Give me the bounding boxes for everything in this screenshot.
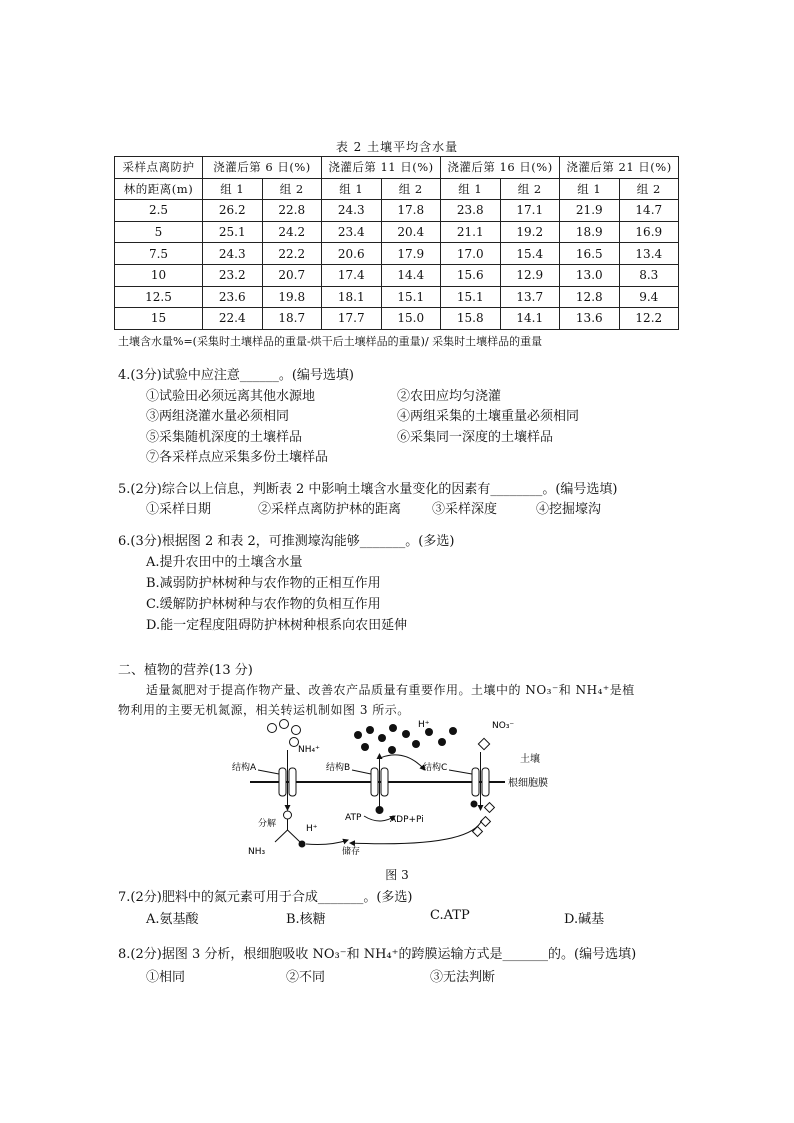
table-row xyxy=(115,286,679,308)
moisture-cell: 15.4 xyxy=(500,243,560,265)
moisture-cell: 19.2 xyxy=(500,221,560,243)
moisture-cell: 18.1 xyxy=(322,286,382,308)
distance-cell: 10 xyxy=(115,264,203,286)
section-paragraph-line2: 物利用的主要无机氮源，相关转运机制如图 3 所示。 xyxy=(118,703,410,717)
structure-c-protein xyxy=(482,768,489,796)
moisture-cell: 22.4 xyxy=(203,308,263,330)
header-group: 组 1 xyxy=(322,178,382,200)
moisture-cell: 18.7 xyxy=(262,308,322,330)
q6-option: D.能一定程度阻碍防护林树种根系向农田延伸 xyxy=(146,618,408,633)
q6-option: A.提升农田中的土壤含水量 xyxy=(146,555,303,570)
q7-option: D.碱基 xyxy=(564,912,605,927)
q4-stem: 4.(3分)试验中应注意______。(编号选填) xyxy=(118,368,354,383)
moisture-cell: 8.3 xyxy=(619,264,679,286)
moisture-cell: 22.8 xyxy=(262,200,322,222)
q6-stem: 6.(3分)根据图 2 和表 2，可推测壕沟能够_______。(多选) xyxy=(118,534,455,549)
label-struct-a: 结构A xyxy=(232,763,257,773)
q5-stem: 5.(2分)综合以上信息，判断表 2 中影响土壤含水量变化的因素有________。(编号选填) xyxy=(118,482,618,497)
moisture-cell: 14.7 xyxy=(619,200,679,222)
structure-c-protein xyxy=(472,768,479,796)
moisture-cell: 22.2 xyxy=(262,243,322,265)
h-ion xyxy=(378,734,386,742)
moisture-cell: 23.4 xyxy=(322,221,382,243)
h-ion xyxy=(412,740,420,748)
h-ion xyxy=(354,731,362,739)
header-period: 浇灌后第 11 日(%) xyxy=(322,157,441,179)
moisture-cell: 17.1 xyxy=(500,200,560,222)
nh4-molecule xyxy=(268,724,277,733)
h-ion-inside xyxy=(376,806,384,814)
table-row xyxy=(115,264,679,286)
moisture-cell: 19.8 xyxy=(262,286,322,308)
moisture-cell: 15.1 xyxy=(441,286,501,308)
moisture-cell: 17.9 xyxy=(381,243,441,265)
moisture-cell: 24.3 xyxy=(203,243,263,265)
header-distance-line2: 林的距离(m) xyxy=(115,178,203,200)
table-row xyxy=(115,243,679,265)
moisture-cell: 9.4 xyxy=(619,286,679,308)
label-decompose: 分解 xyxy=(258,819,277,829)
label-struct-b: 结构B xyxy=(326,763,351,773)
label-atp: ATP xyxy=(345,813,362,823)
distance-cell: 5 xyxy=(115,221,203,243)
h-ion xyxy=(366,726,374,734)
q6-option: C.缓解防护林树种与农作物的负相互作用 xyxy=(146,597,381,612)
label-no3: NO₃⁻ xyxy=(492,721,515,731)
h-ion xyxy=(388,746,396,754)
q4-option: ③两组浇灌水量必须相同 xyxy=(146,409,290,424)
header-group: 组 2 xyxy=(381,178,441,200)
nh4-molecule xyxy=(292,726,301,735)
moisture-cell: 17.7 xyxy=(322,308,382,330)
moisture-cell: 26.2 xyxy=(203,200,263,222)
h-ion xyxy=(361,743,369,751)
q4-option: ⑤采集随机深度的土壤样品 xyxy=(146,430,303,445)
nh4-inside xyxy=(284,811,292,819)
moisture-cell: 18.9 xyxy=(560,221,620,243)
label-adp: ADP+Pi xyxy=(390,815,424,825)
moisture-cell: 12.9 xyxy=(500,264,560,286)
distance-cell: 15 xyxy=(115,308,203,330)
moisture-cell: 24.3 xyxy=(322,200,382,222)
header-period: 浇灌后第 21 日(%) xyxy=(560,157,679,179)
label-membrane: 根细胞膜 xyxy=(508,778,548,789)
header-period: 浇灌后第 6 日(%) xyxy=(203,157,322,179)
section-title: 二、植物的营养(13 分) xyxy=(118,663,253,678)
table-header-row xyxy=(115,157,679,179)
structure-a-protein xyxy=(289,768,296,796)
table-group-row xyxy=(115,178,679,200)
q7-option: C.ATP xyxy=(430,908,470,923)
nh4-molecule xyxy=(280,720,289,729)
q6-option: B.减弱防护林树种与农作物的正相互作用 xyxy=(146,576,381,591)
label-struct-c: 结构C xyxy=(423,763,448,773)
moisture-cell: 13.7 xyxy=(500,286,560,308)
moisture-cell: 17.0 xyxy=(441,243,501,265)
moisture-cell: 12.2 xyxy=(619,308,679,330)
table2-caption: 表 2 土壤平均含水量 xyxy=(335,140,459,154)
section-paragraph-line1: 适量氮肥对于提高作物产量、改善农产品质量有重要作用。土壤中的 NO₃⁻和 NH₄⁺是植 xyxy=(146,683,635,697)
figure3-caption: 图 3 xyxy=(385,868,409,882)
moisture-cell: 16.9 xyxy=(619,221,679,243)
moisture-cell: 13.4 xyxy=(619,243,679,265)
q4-option: ⑥采集同一深度的土壤样品 xyxy=(397,430,554,445)
label-h-bottom: H⁺ xyxy=(306,824,318,834)
header-period: 浇灌后第 16 日(%) xyxy=(441,157,560,179)
moisture-cell: 23.6 xyxy=(203,286,263,308)
h-ion-inside xyxy=(299,841,306,848)
label-nh3: NH₃ xyxy=(248,847,266,857)
distance-cell: 12.5 xyxy=(115,286,203,308)
header-group: 组 1 xyxy=(203,178,263,200)
no3-inside xyxy=(485,803,495,813)
table2-note: 土壤含水量%=(采集时土壤样品的重量-烘干后土壤样品的重量)/ 采集时土壤样品的重量 xyxy=(118,335,543,348)
moisture-cell: 17.8 xyxy=(381,200,441,222)
no3-molecule xyxy=(478,738,489,749)
moisture-cell: 15.1 xyxy=(381,286,441,308)
table-row xyxy=(115,200,679,222)
label-soil: 土壤 xyxy=(520,754,540,765)
q8-option: ②不同 xyxy=(286,970,326,985)
h-ion xyxy=(402,730,410,738)
label-nh4: NH₄⁺ xyxy=(298,745,320,755)
q8-option: ①相同 xyxy=(146,970,186,985)
q8-stem: 8.(2分)据图 3 分析，根细胞吸收 NO₃⁻和 NH₄⁺的跨膜运输方式是_______的。(编号选填) xyxy=(118,947,637,962)
h-ion xyxy=(449,727,457,735)
moisture-cell: 15.6 xyxy=(441,264,501,286)
label-storage: 储存 xyxy=(342,847,361,857)
soil-moisture-table xyxy=(114,156,679,330)
moisture-cell: 13.6 xyxy=(560,308,620,330)
label-h-top: H⁺ xyxy=(418,720,430,730)
structure-a-protein xyxy=(279,768,286,796)
header-group: 组 2 xyxy=(262,178,322,200)
moisture-cell: 17.4 xyxy=(322,264,382,286)
header-group: 组 2 xyxy=(619,178,679,200)
moisture-cell: 12.8 xyxy=(560,286,620,308)
header-distance-line1: 采样点离防护 xyxy=(115,157,203,179)
distance-cell: 2.5 xyxy=(115,200,203,222)
header-group: 组 1 xyxy=(441,178,501,200)
moisture-cell: 15.0 xyxy=(381,308,441,330)
q7-option: A.氨基酸 xyxy=(146,912,199,927)
q7-option: B.核糖 xyxy=(286,912,326,927)
table-row xyxy=(115,308,679,330)
moisture-cell: 20.4 xyxy=(381,221,441,243)
h-ion-inside xyxy=(471,801,478,808)
moisture-cell: 24.2 xyxy=(262,221,322,243)
moisture-cell: 14.1 xyxy=(500,308,560,330)
moisture-cell: 20.6 xyxy=(322,243,382,265)
table-body xyxy=(115,200,679,330)
header-group: 组 2 xyxy=(500,178,560,200)
q4-option: ①试验田必须远离其他水源地 xyxy=(146,389,316,404)
q8-option: ③无法判断 xyxy=(430,970,496,985)
structure-b-protein xyxy=(371,768,378,796)
moisture-cell: 13.0 xyxy=(560,264,620,286)
distance-cell: 7.5 xyxy=(115,243,203,265)
q5-option: ④挖掘壕沟 xyxy=(536,502,602,517)
figure3-transport-diagram xyxy=(230,718,580,866)
q4-option: ②农田应均匀浇灌 xyxy=(397,389,502,404)
q5-option: ②采样点离防护林的距离 xyxy=(258,502,402,517)
table-row xyxy=(115,221,679,243)
q5-option: ③采样深度 xyxy=(432,502,498,517)
moisture-cell: 21.9 xyxy=(560,200,620,222)
moisture-cell: 16.5 xyxy=(560,243,620,265)
no3-inside xyxy=(481,817,491,827)
q5-option: ①采样日期 xyxy=(146,502,212,517)
header-group: 组 1 xyxy=(560,178,620,200)
moisture-cell: 15.8 xyxy=(441,308,501,330)
moisture-cell: 23.2 xyxy=(203,264,263,286)
moisture-cell: 20.7 xyxy=(262,264,322,286)
moisture-cell: 25.1 xyxy=(203,221,263,243)
structure-b-protein xyxy=(381,768,388,796)
q7-stem: 7.(2分)肥料中的氮元素可用于合成_______。(多选) xyxy=(118,890,413,905)
moisture-cell: 14.4 xyxy=(381,264,441,286)
q4-option: ④两组采集的土壤重量必须相同 xyxy=(397,409,580,424)
moisture-cell: 21.1 xyxy=(441,221,501,243)
moisture-cell: 23.8 xyxy=(441,200,501,222)
q4-option: ⑦各采样点应采集多份土壤样品 xyxy=(146,450,329,465)
no3-inside xyxy=(473,827,483,837)
h-ion xyxy=(438,738,446,746)
h-ion xyxy=(389,724,397,732)
